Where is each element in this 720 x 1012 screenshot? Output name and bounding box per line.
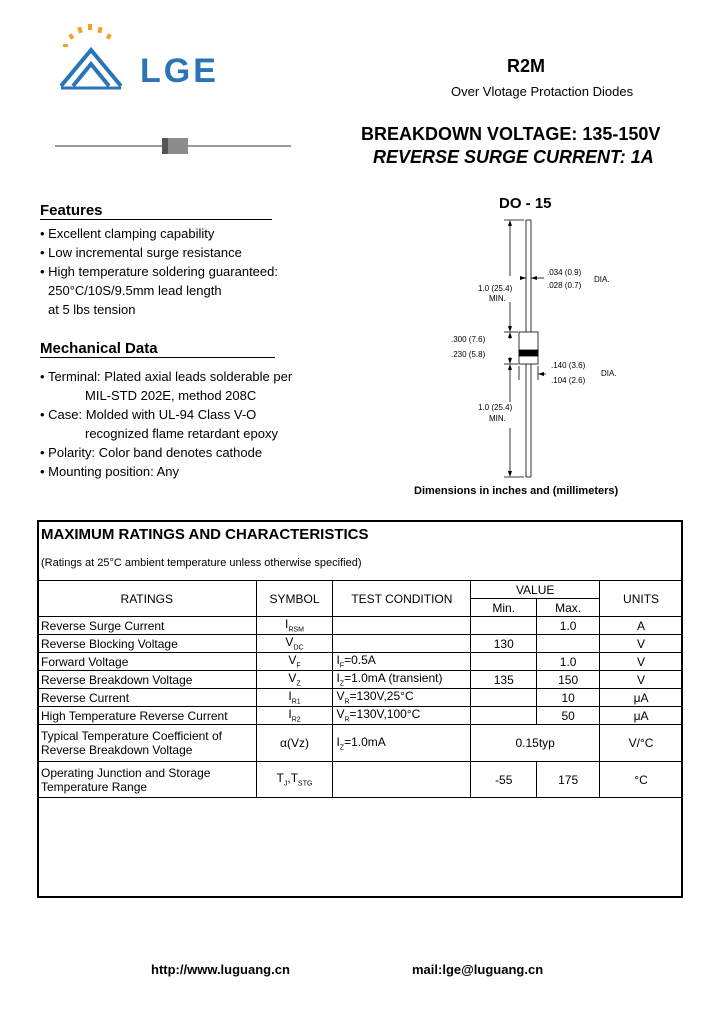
footer-url-link[interactable]: http://www.luguang.cn — [151, 962, 290, 977]
feature-item-cont: 250°C/10S/9.5mm lead length — [48, 283, 222, 298]
mechanical-underline — [40, 357, 275, 358]
feature-item: • High temperature soldering guaranteed: — [40, 264, 278, 279]
dim-lead-length-bottom: 1.0 (25.4) — [478, 403, 513, 412]
table-row: High Temperature Reverse Current $I_{R2}$ $V_R=130V,100^\circ C$ 50 μA — [38, 707, 683, 725]
header-test-condition: TEST CONDITION — [333, 581, 471, 617]
logo-text: LGE — [140, 52, 219, 90]
subtitle: Over Vlotage Protaction Diodes — [451, 84, 634, 99]
dim-body-length-2: .230 (5.8) — [451, 350, 486, 359]
table-row: Reverse Current $I_{R1}$ $V_R=130V,25^\circ C$ 10 μA — [38, 689, 683, 707]
ratings-note: (Ratings at 25°C ambient temperature unless otherwise specified) — [41, 557, 362, 569]
ratings-table — [37, 580, 683, 798]
headline-surge-current: REVERSE SURGE CURRENT: 1A — [373, 147, 654, 167]
feature-item: • Low incremental surge resistance — [40, 245, 242, 260]
mech-item-case: • Case: Molded with UL-94 Class V-O — [40, 407, 257, 422]
dim-min-bottom: MIN. — [489, 414, 506, 423]
features-list — [40, 224, 278, 319]
part-number: R2M — [507, 56, 546, 76]
mech-item-polarity: • Polarity: Color band denotes cathode — [40, 445, 263, 460]
mech-item-mounting: • Mounting position: Any — [40, 464, 179, 479]
table-row: Reverse Breakdown Voltage $V_Z$ $I_Z=1.0mA$ (transient) 135 150 V — [38, 671, 683, 689]
dim-min-top: MIN. — [489, 294, 506, 303]
table-row: Operating Junction and Storage Temperature Range $T_J,T_{STG}$ -55 175 °C — [38, 762, 683, 798]
mech-item-terminal-cont: MIL-STD 202E, method 208C — [85, 388, 257, 403]
feature-item: • Excellent clamping capability — [40, 226, 215, 241]
features-underline — [40, 219, 272, 220]
diode-illustration — [55, 135, 295, 157]
mechanical-list — [40, 367, 292, 481]
mechanical-title: Mechanical Data — [40, 340, 158, 357]
dim-lead-dia-1: .034 (0.9) — [547, 268, 582, 277]
package-dimension-drawing — [440, 212, 640, 484]
dim-body-dia-label: DIA. — [601, 369, 617, 378]
dimensions-note: Dimensions in inches and (millimeters) — [414, 485, 619, 497]
mech-item-terminal: • Terminal: Plated axial leads solderable per — [40, 369, 293, 384]
feature-item-cont: at 5 lbs tension — [48, 302, 136, 317]
table-row: Reverse Surge Current $I_{RSM}$ 1.0 A — [38, 617, 683, 635]
dim-lead-dia-2: .028 (0.7) — [547, 281, 582, 290]
table-row: Forward Voltage $V_F$ $I_F=0.5A$ 1.0 V — [38, 653, 683, 671]
logo — [55, 22, 145, 94]
mech-item-case-cont: recognized flame retardant epoxy — [85, 426, 278, 441]
dim-lead-length-top: 1.0 (25.4) — [478, 284, 513, 293]
header-min: Min. — [471, 599, 537, 617]
dim-body-dia-2: .104 (2.6) — [551, 376, 586, 385]
table-row: Reverse Blocking Voltage $V_{DC}$ 130 V — [38, 635, 683, 653]
header-value: VALUE — [471, 581, 600, 599]
header-max: Max. — [537, 599, 600, 617]
dim-body-dia-1: .140 (3.6) — [551, 361, 586, 370]
logo-mark-icon — [55, 22, 145, 94]
header-ratings: RATINGS — [38, 581, 257, 617]
footer-mail-link[interactable]: mail:lge@luguang.cn — [412, 962, 544, 977]
features-title: Features — [40, 202, 103, 219]
table-header-row — [38, 581, 683, 599]
dim-body-length-1: .300 (7.6) — [451, 335, 486, 344]
headline-breakdown-voltage: BREAKDOWN VOLTAGE: 135-150V — [361, 124, 661, 144]
header-units: UNITS — [600, 581, 683, 617]
ratings-title: MAXIMUM RATINGS AND CHARACTERISTICS — [41, 526, 369, 543]
header-symbol: SYMBOL — [256, 581, 333, 617]
package-name: DO - 15 — [499, 195, 552, 212]
table-row: Typical Temperature Coefficient of Reverse Breakdown Voltage α(Vz) $I_Z=1.0mA$ 0.15typ V/°C — [38, 725, 683, 762]
dim-lead-dia-label: DIA. — [594, 275, 610, 284]
